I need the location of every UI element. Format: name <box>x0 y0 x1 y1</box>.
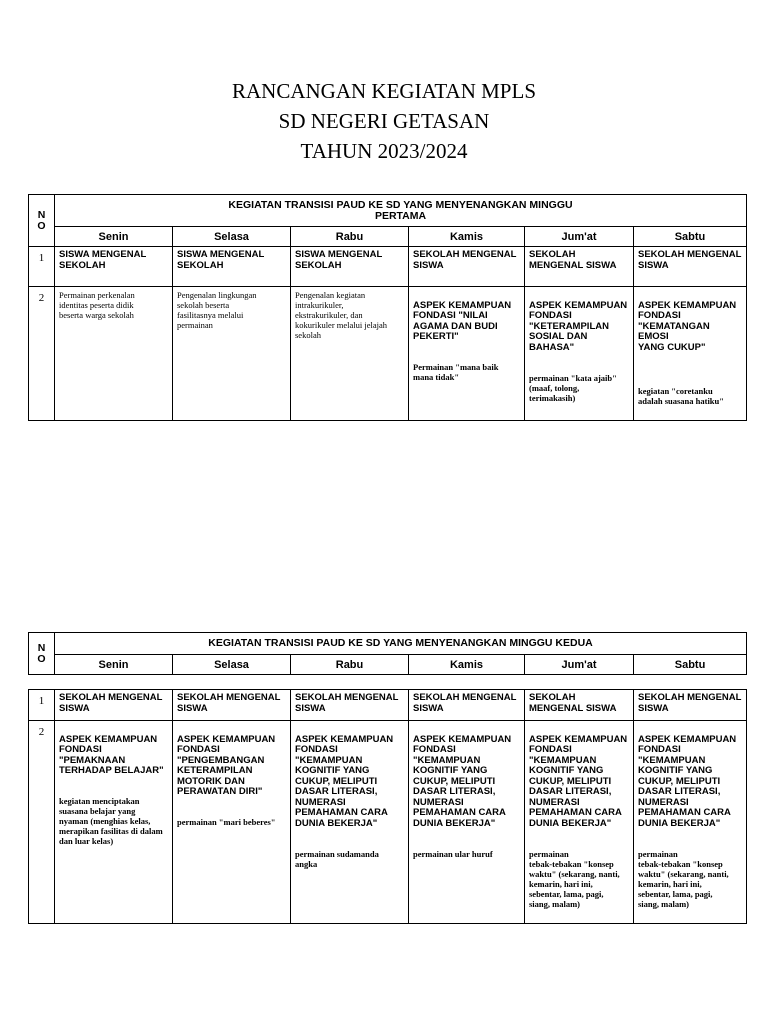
cell-aspect-heading: ASPEK KEMAMPUAN FONDASI "PENGEMBANGAN KETERAMPILAN MOTORIK DAN PERAWATAN DIRI" <box>177 733 276 797</box>
cell-aspect-heading: ASPEK KEMAMPUAN FONDASI "KEMAMPUAN KOGNITIF YANG CUKUP, MELIPUTI DASAR LITERASI, NUMERASI PEMAHAMAN CARA DUNIA BEKERJA" <box>295 733 394 829</box>
cell-description: permainan sudamanda angka <box>295 848 379 869</box>
week1-r2-rabu <box>291 287 409 421</box>
cell-aspect-heading: ASPEK KEMAMPUAN FONDASI "KEMAMPUAN KOGNITIF YANG CUKUP, MELIPUTI DASAR LITERASI, NUMERASI PEMAHAMAN CARA DUNIA BEKERJA" <box>638 733 737 829</box>
table-row <box>29 721 747 924</box>
week1-day-sabtu: Sabtu <box>634 227 747 247</box>
week1-r1-kamis: SEKOLAH MENGENAL SISWA <box>409 247 525 287</box>
week1-no-header: N O <box>29 195 55 247</box>
cell-aspect-heading: ASPEK KEMAMPUAN FONDASI "KETERAMPILAN SOSIAL DAN BAHASA" <box>529 299 628 353</box>
row-number: 1 <box>29 247 55 287</box>
week1-r2-senin <box>55 287 173 421</box>
week2-day-jumat: Jum'at <box>525 655 634 675</box>
week2-r2-jumat <box>525 721 634 924</box>
week2-header-table <box>28 632 747 675</box>
week2-r1-selasa: SEKOLAH MENGENAL SISWA <box>173 690 291 721</box>
week1-day-jumat: Jum'at <box>525 227 634 247</box>
table-row <box>29 287 747 421</box>
document-title-line-3: TAHUN 2023/2024 <box>300 139 468 163</box>
cell-description: Permainan perkenalan identitas peserta didik beserta warga sekolah <box>59 290 135 320</box>
week2-day-selasa: Selasa <box>173 655 291 675</box>
cell-description: permainan tebak-tebakan "konsep waktu" (sekarang, nanti, kemarin, hari ini, sebentar, lama, pagi, siang, malam) <box>529 848 620 909</box>
week2-day-senin: Senin <box>55 655 173 675</box>
row-number: 2 <box>29 287 55 421</box>
row-number: 1 <box>29 690 55 721</box>
week1-day-selasa: Selasa <box>173 227 291 247</box>
week2-no-header: N O <box>29 633 55 675</box>
cell-aspect-heading: ASPEK KEMAMPUAN FONDASI "KEMAMPUAN KOGNITIF YANG CUKUP, MELIPUTI DASAR LITERASI, NUMERASI PEMAHAMAN CARA DUNIA BEKERJA" <box>413 733 512 829</box>
week1-r1-rabu: SISWA MENGENAL SEKOLAH <box>291 247 409 287</box>
week1-r2-kamis <box>409 287 525 421</box>
week2-day-kamis: Kamis <box>409 655 525 675</box>
week2-r2-senin <box>55 721 173 924</box>
cell-description: kegiatan menciptakan suasana belajar yang nyaman (menghias kelas, merapikan fasilitas di dalam dan luar kelas) <box>59 796 163 846</box>
week2-r1-senin: SEKOLAH MENGENAL SISWA <box>55 690 173 721</box>
document-title-line-2: SD NEGERI GETASAN <box>278 109 490 133</box>
week2-r1-sabtu: SEKOLAH MENGENAL SISWA <box>634 690 747 721</box>
cell-description: permainan tebak-tebakan "konsep waktu" (sekarang, nanti, kemarin, hari ini, sebentar, lama, pagi, siang, malam) <box>638 848 729 909</box>
week1-r1-sabtu: SEKOLAH MENGENAL SISWA <box>634 247 747 287</box>
week2-day-rabu: Rabu <box>291 655 409 675</box>
week2-r1-rabu: SEKOLAH MENGENAL SISWA <box>291 690 409 721</box>
week1-r1-jumat: SEKOLAH MENGENAL SISWA <box>525 247 634 287</box>
week2-r2-kamis <box>409 721 525 924</box>
week1-r1-selasa: SISWA MENGENAL SEKOLAH <box>173 247 291 287</box>
cell-description: permainan ular huruf <box>413 848 493 859</box>
cell-aspect-heading: ASPEK KEMAMPUAN FONDASI "KEMAMPUAN KOGNITIF YANG CUKUP, MELIPUTI DASAR LITERASI, NUMERASI PEMAHAMAN CARA DUNIA BEKERJA" <box>529 733 628 829</box>
week1-day-kamis: Kamis <box>409 227 525 247</box>
week2-r1-kamis: SEKOLAH MENGENAL SISWA <box>409 690 525 721</box>
week2-title-header: KEGIATAN TRANSISI PAUD KE SD YANG MENYENANGKAN MINGGU KEDUA <box>55 633 747 655</box>
week2-r2-selasa <box>173 721 291 924</box>
week1-r2-jumat <box>525 287 634 421</box>
week1-title-header: KEGIATAN TRANSISI PAUD KE SD YANG MENYENANGKAN MINGGU PERTAMA <box>55 195 747 227</box>
cell-description: Pengenalan kegiatan intrakurikuler, ekstrakurikuler, dan kokurikuler melalui jelajah sekolah <box>295 290 388 340</box>
cell-description: permainan "mari beberes" <box>177 817 276 827</box>
week1-r2-selasa <box>173 287 291 421</box>
cell-description: kegiatan "coretanku adalah suasana hatiku" <box>638 385 724 406</box>
cell-aspect-heading: ASPEK KEMAMPUAN FONDASI "PEMAKNAAN TERHADAP BELAJAR" <box>59 733 164 776</box>
document-title-line-1: RANCANGAN KEGIATAN MPLS <box>232 79 536 103</box>
week1-schedule-table <box>28 194 747 421</box>
week2-r1-jumat: SEKOLAH MENGENAL SISWA <box>525 690 634 721</box>
cell-aspect-heading: ASPEK KEMAMPUAN FONDASI "KEMATANGAN EMOSI YANG CUKUP" <box>638 299 737 353</box>
cell-description: permainan "kata ajaib" (maaf, tolong, terimakasih) <box>529 372 617 403</box>
week2-r2-sabtu <box>634 721 747 924</box>
week2-r2-rabu <box>291 721 409 924</box>
cell-aspect-heading: ASPEK KEMAMPUAN FONDASI "NILAI AGAMA DAN BUDI PEKERTI" <box>413 299 512 342</box>
week1-r1-senin: SISWA MENGENAL SEKOLAH <box>55 247 173 287</box>
week1-day-rabu: Rabu <box>291 227 409 247</box>
week2-schedule-table <box>28 689 747 924</box>
table-row <box>29 690 747 721</box>
row-number: 2 <box>29 721 55 924</box>
table-row <box>29 247 747 287</box>
week1-day-senin: Senin <box>55 227 173 247</box>
cell-description: Pengenalan lingkungan sekolah beserta fasilitasnya melalui permainan <box>177 290 257 330</box>
cell-description: Permainan "mana baik mana tidak" <box>413 362 499 382</box>
week2-day-sabtu: Sabtu <box>634 655 747 675</box>
week1-r2-sabtu <box>634 287 747 421</box>
